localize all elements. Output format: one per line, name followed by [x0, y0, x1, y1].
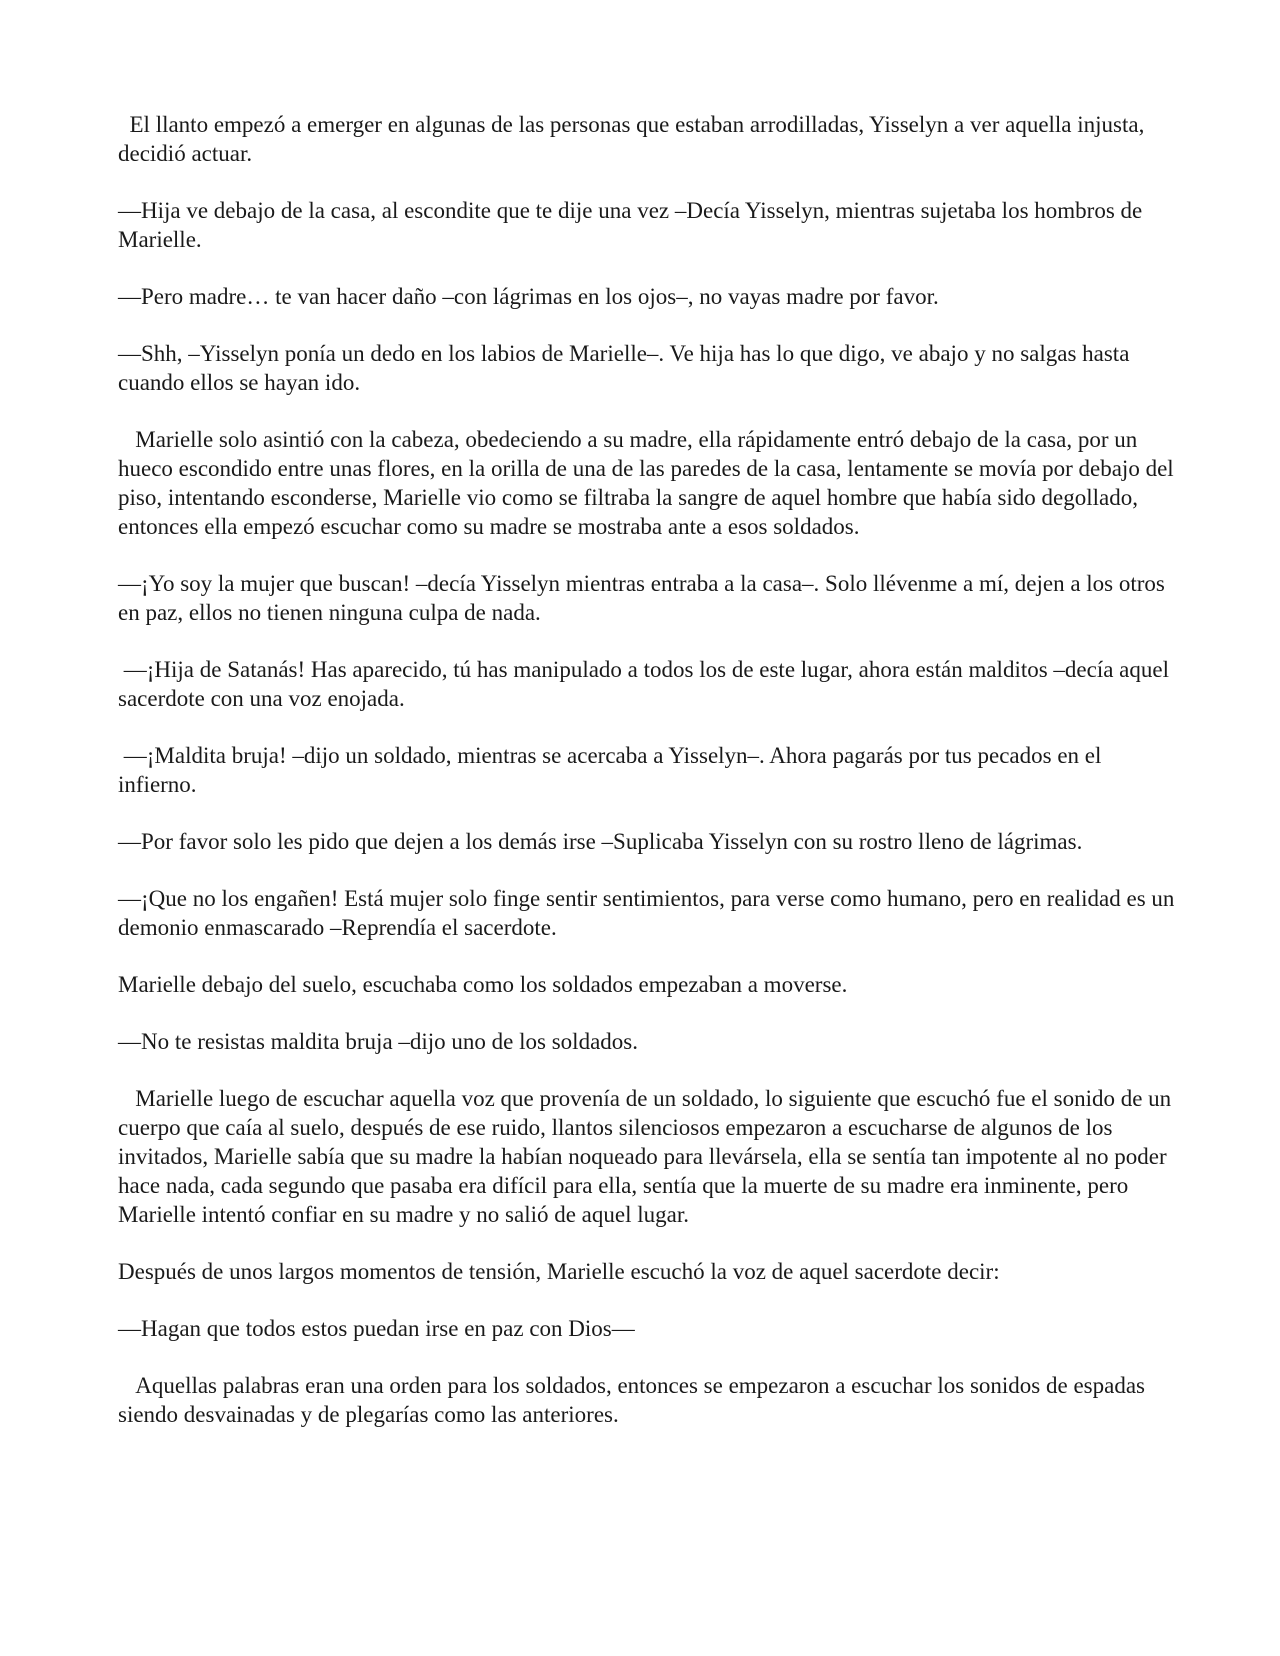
paragraph-12: —No te resistas maldita bruja –dijo uno de los soldados. [118, 1029, 638, 1054]
paragraph-7: —¡Hija de Satanás! Has aparecido, tú has manipulado a todos los de este lugar, ahora están malditos –decía aquel sacerdote con una voz enojada. [118, 657, 1175, 711]
paragraph-8: —¡Maldita bruja! –dijo un soldado, mientras se acercaba a Yisselyn–. Ahora pagarás por tus pecados en el infierno. [118, 743, 1108, 797]
paragraph-15: —Hagan que todos estos puedan irse en paz con Dios— [118, 1316, 635, 1341]
paragraph-14: Después de unos largos momentos de tensión, Marielle escuchó la voz de aquel sacerdote decir: [118, 1259, 1000, 1284]
paragraph-6: —¡Yo soy la mujer que buscan! –decía Yisselyn mientras entraba a la casa–. Solo llévenme a mí, dejen a los otros en paz, ellos no tienen ninguna culpa de nada. [118, 571, 1171, 625]
paragraph-3: —Pero madre… te van hacer daño –con lágrimas en los ojos–, no vayas madre por favor. [118, 284, 939, 309]
paragraph-10: —¡Que no los engañen! Está mujer solo finge sentir sentimientos, para verse como humano, pero en realidad es un demonio enmascarado –Reprendía el sacerdote. [118, 886, 1181, 940]
paragraph-16: Aquellas palabras eran una orden para los soldados, entonces se empezaron a escuchar los sonidos de espadas siendo desvainadas y de plegarías como las anteriores. [118, 1373, 1151, 1427]
document-page [118, 110, 1180, 1457]
paragraph-9: —Por favor solo les pido que dejen a los demás irse –Suplicaba Yisselyn con su rostro lleno de lágrimas. [118, 829, 1083, 854]
paragraph-1: El llanto empezó a emerger en algunas de las personas que estaban arrodilladas, Yisselyn a ver aquella injusta, decidió actuar. [118, 112, 1151, 166]
paragraph-4: —Shh, –Yisselyn ponía un dedo en los labios de Marielle–. Ve hija has lo que digo, ve abajo y no salgas hasta cuando ellos se hayan ido. [118, 341, 1136, 395]
paragraph-11: Marielle debajo del suelo, escuchaba como los soldados empezaban a moverse. [118, 972, 848, 997]
paragraph-13: Marielle luego de escuchar aquella voz que provenía de un soldado, lo siguiente que escuchó fue el sonido de un cuerpo que caía al suelo, después de ese ruido, llantos silenciosos empezaron a escucharse de algunos de los invitados, Marielle sabía que su madre la habían noqueado para llevársela, ella se sentía tan impotente al no poder hace nada, cada segundo que pasaba era difícil para ella, sentía que la muerte de su madre era inminente, pero Marielle intentó confiar en su madre y no salió de aquel lugar. [118, 1086, 1177, 1227]
paragraph-5: Marielle solo asintió con la cabeza, obedeciendo a su madre, ella rápidamente entró debajo de la casa, por un hueco escondido entre unas flores, en la orilla de una de las paredes de la casa, lentamente se movía por debajo del piso, intentando esconderse, Marielle vio como se filtraba la sangre de aquel hombre que había sido degollado, entonces ella empezó escuchar como su madre se mostraba ante a esos soldados. [118, 427, 1180, 539]
paragraph-2: —Hija ve debajo de la casa, al escondite que te dije una vez –Decía Yisselyn, mientras sujetaba los hombros de Marielle. [118, 198, 1148, 252]
